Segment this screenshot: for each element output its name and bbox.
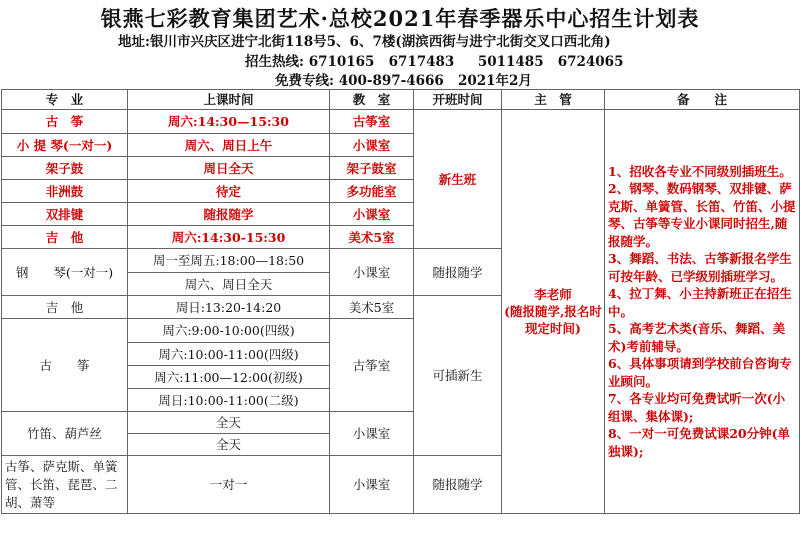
- document-title: 银燕七彩教育集团艺术·总校2021年春季器乐中心招生计划表: [100, 6, 700, 31]
- note-item: 4、拉丁舞、小主持新班正在招生中。: [608, 286, 792, 319]
- hotline-number: 6710165: [308, 54, 375, 70]
- time-cell: 周六:11:00—12:00(初级): [128, 366, 330, 389]
- note-item: 7、各专业均可免费试听一次(小组课、集体课);: [608, 391, 786, 424]
- major-cell: 古筝、萨克斯、单簧管、长笛、琵琶、二胡、萧等: [2, 456, 128, 514]
- room-cell: 美术5室: [330, 226, 414, 249]
- room-cell: 小课室: [330, 134, 414, 157]
- freeline-line: [275, 69, 532, 89]
- note-item: 3、舞蹈、书法、古筝新报名学生可按年龄、已学级别插班学习。: [608, 251, 792, 284]
- major-cell: 钢 琴(一对一): [2, 249, 128, 296]
- major-cell: 古 筝: [2, 110, 128, 134]
- time-cell: 周六、周日全天: [128, 273, 330, 296]
- manager-cell: [502, 110, 605, 514]
- insert-cell: 可插新生: [414, 296, 502, 456]
- note-item: 5、高考艺术类(音乐、舞蹈、美术)考前辅导。: [608, 321, 786, 354]
- column-header: 上课时间: [128, 90, 330, 110]
- hotline-line: [245, 50, 623, 70]
- manager-text: 李老师 (随报随学,报名时现定时间): [504, 287, 602, 336]
- time-cell: 周六、周日上午: [128, 134, 330, 157]
- time-cell: 待定: [128, 180, 330, 203]
- major-cell: 古 筝: [2, 319, 128, 412]
- room-cell: 多功能室: [330, 180, 414, 203]
- room-cell: 架子鼓室: [330, 157, 414, 180]
- major-cell: 吉 他: [2, 226, 128, 249]
- room-cell: 小课室: [330, 412, 414, 456]
- note-item: 2、钢琴、数码钢琴、双排键、萨克斯、单簧管、长笛、竹笛、小提琴、古筝等专业小课同时招生,随报随学。: [608, 181, 796, 249]
- hotline-label: 招生热线:: [245, 54, 304, 70]
- room-cell: 美术5室: [330, 296, 414, 319]
- time-cell: 周日全天: [128, 157, 330, 180]
- start-cell: 随报随学: [414, 456, 502, 514]
- column-header: 开班时间: [414, 90, 502, 110]
- major-cell: 吉 他: [2, 296, 128, 319]
- freeline-number: 400-897-4666: [338, 73, 444, 89]
- time-cell: 周六:14:30—15:30: [128, 110, 330, 134]
- major-cell: 架子鼓: [2, 157, 128, 180]
- schedule-table: [1, 89, 800, 514]
- address-label: 地址:: [118, 34, 150, 50]
- column-header: 教 室: [330, 90, 414, 110]
- address-line: [118, 30, 611, 50]
- time-cell: 全天: [128, 412, 330, 434]
- column-header: 专 业: [2, 90, 128, 110]
- major-cell: 竹笛、葫芦丝: [2, 412, 128, 456]
- start-cell: 随报随学: [414, 249, 502, 296]
- freeline-label: 免费专线:: [275, 73, 334, 89]
- time-cell: 全天: [128, 434, 330, 456]
- major-cell: 小 提 琴(一对一): [2, 134, 128, 157]
- table-row: [2, 110, 800, 134]
- room-cell: 小课室: [330, 456, 414, 514]
- notes-cell: [605, 110, 800, 514]
- major-cell: 双排键: [2, 203, 128, 226]
- hotline-number: 6717483: [388, 54, 455, 70]
- major-cell: 非洲鼓: [2, 180, 128, 203]
- column-header: 主 管: [502, 90, 605, 110]
- new-class-cell: 新生班: [414, 110, 502, 249]
- room-cell: 小课室: [330, 249, 414, 296]
- note-item: 1、招收各专业不同级别插班生。: [608, 163, 792, 179]
- room-cell: 小课室: [330, 203, 414, 226]
- hotline-number: 6724065: [557, 54, 624, 70]
- time-cell: 周日:13:20-14:20: [128, 296, 330, 319]
- time-cell: 周日:10:00-11:00(二级): [128, 389, 330, 412]
- time-cell: 周六:10:00-11:00(四级): [128, 343, 330, 366]
- room-cell: 古筝室: [330, 110, 414, 134]
- note-item: 8、一对一可免费试课20分钟(单独课);: [608, 426, 791, 459]
- time-cell: 周一至周五:18:00—18:50: [128, 249, 330, 273]
- address-text: 银川市兴庆区进宁北街118号5、6、7楼(湖滨西街与进宁北街交叉口西北角): [149, 34, 611, 50]
- note-item: 6、具体事项请到学校前台咨询专业顾问。: [608, 356, 792, 389]
- room-cell: 古筝室: [330, 319, 414, 412]
- column-header: 备 注: [605, 90, 800, 110]
- table-header-row: [2, 90, 800, 110]
- time-cell: 周六:9:00-10:00(四级): [128, 319, 330, 343]
- time-cell: 周六:14:30-15:30: [128, 226, 330, 249]
- time-cell: 一对一: [128, 456, 330, 514]
- time-cell: 随报随学: [128, 203, 330, 226]
- document-date: 2021年2月: [457, 73, 532, 89]
- hotline-number: 5011485: [477, 54, 544, 70]
